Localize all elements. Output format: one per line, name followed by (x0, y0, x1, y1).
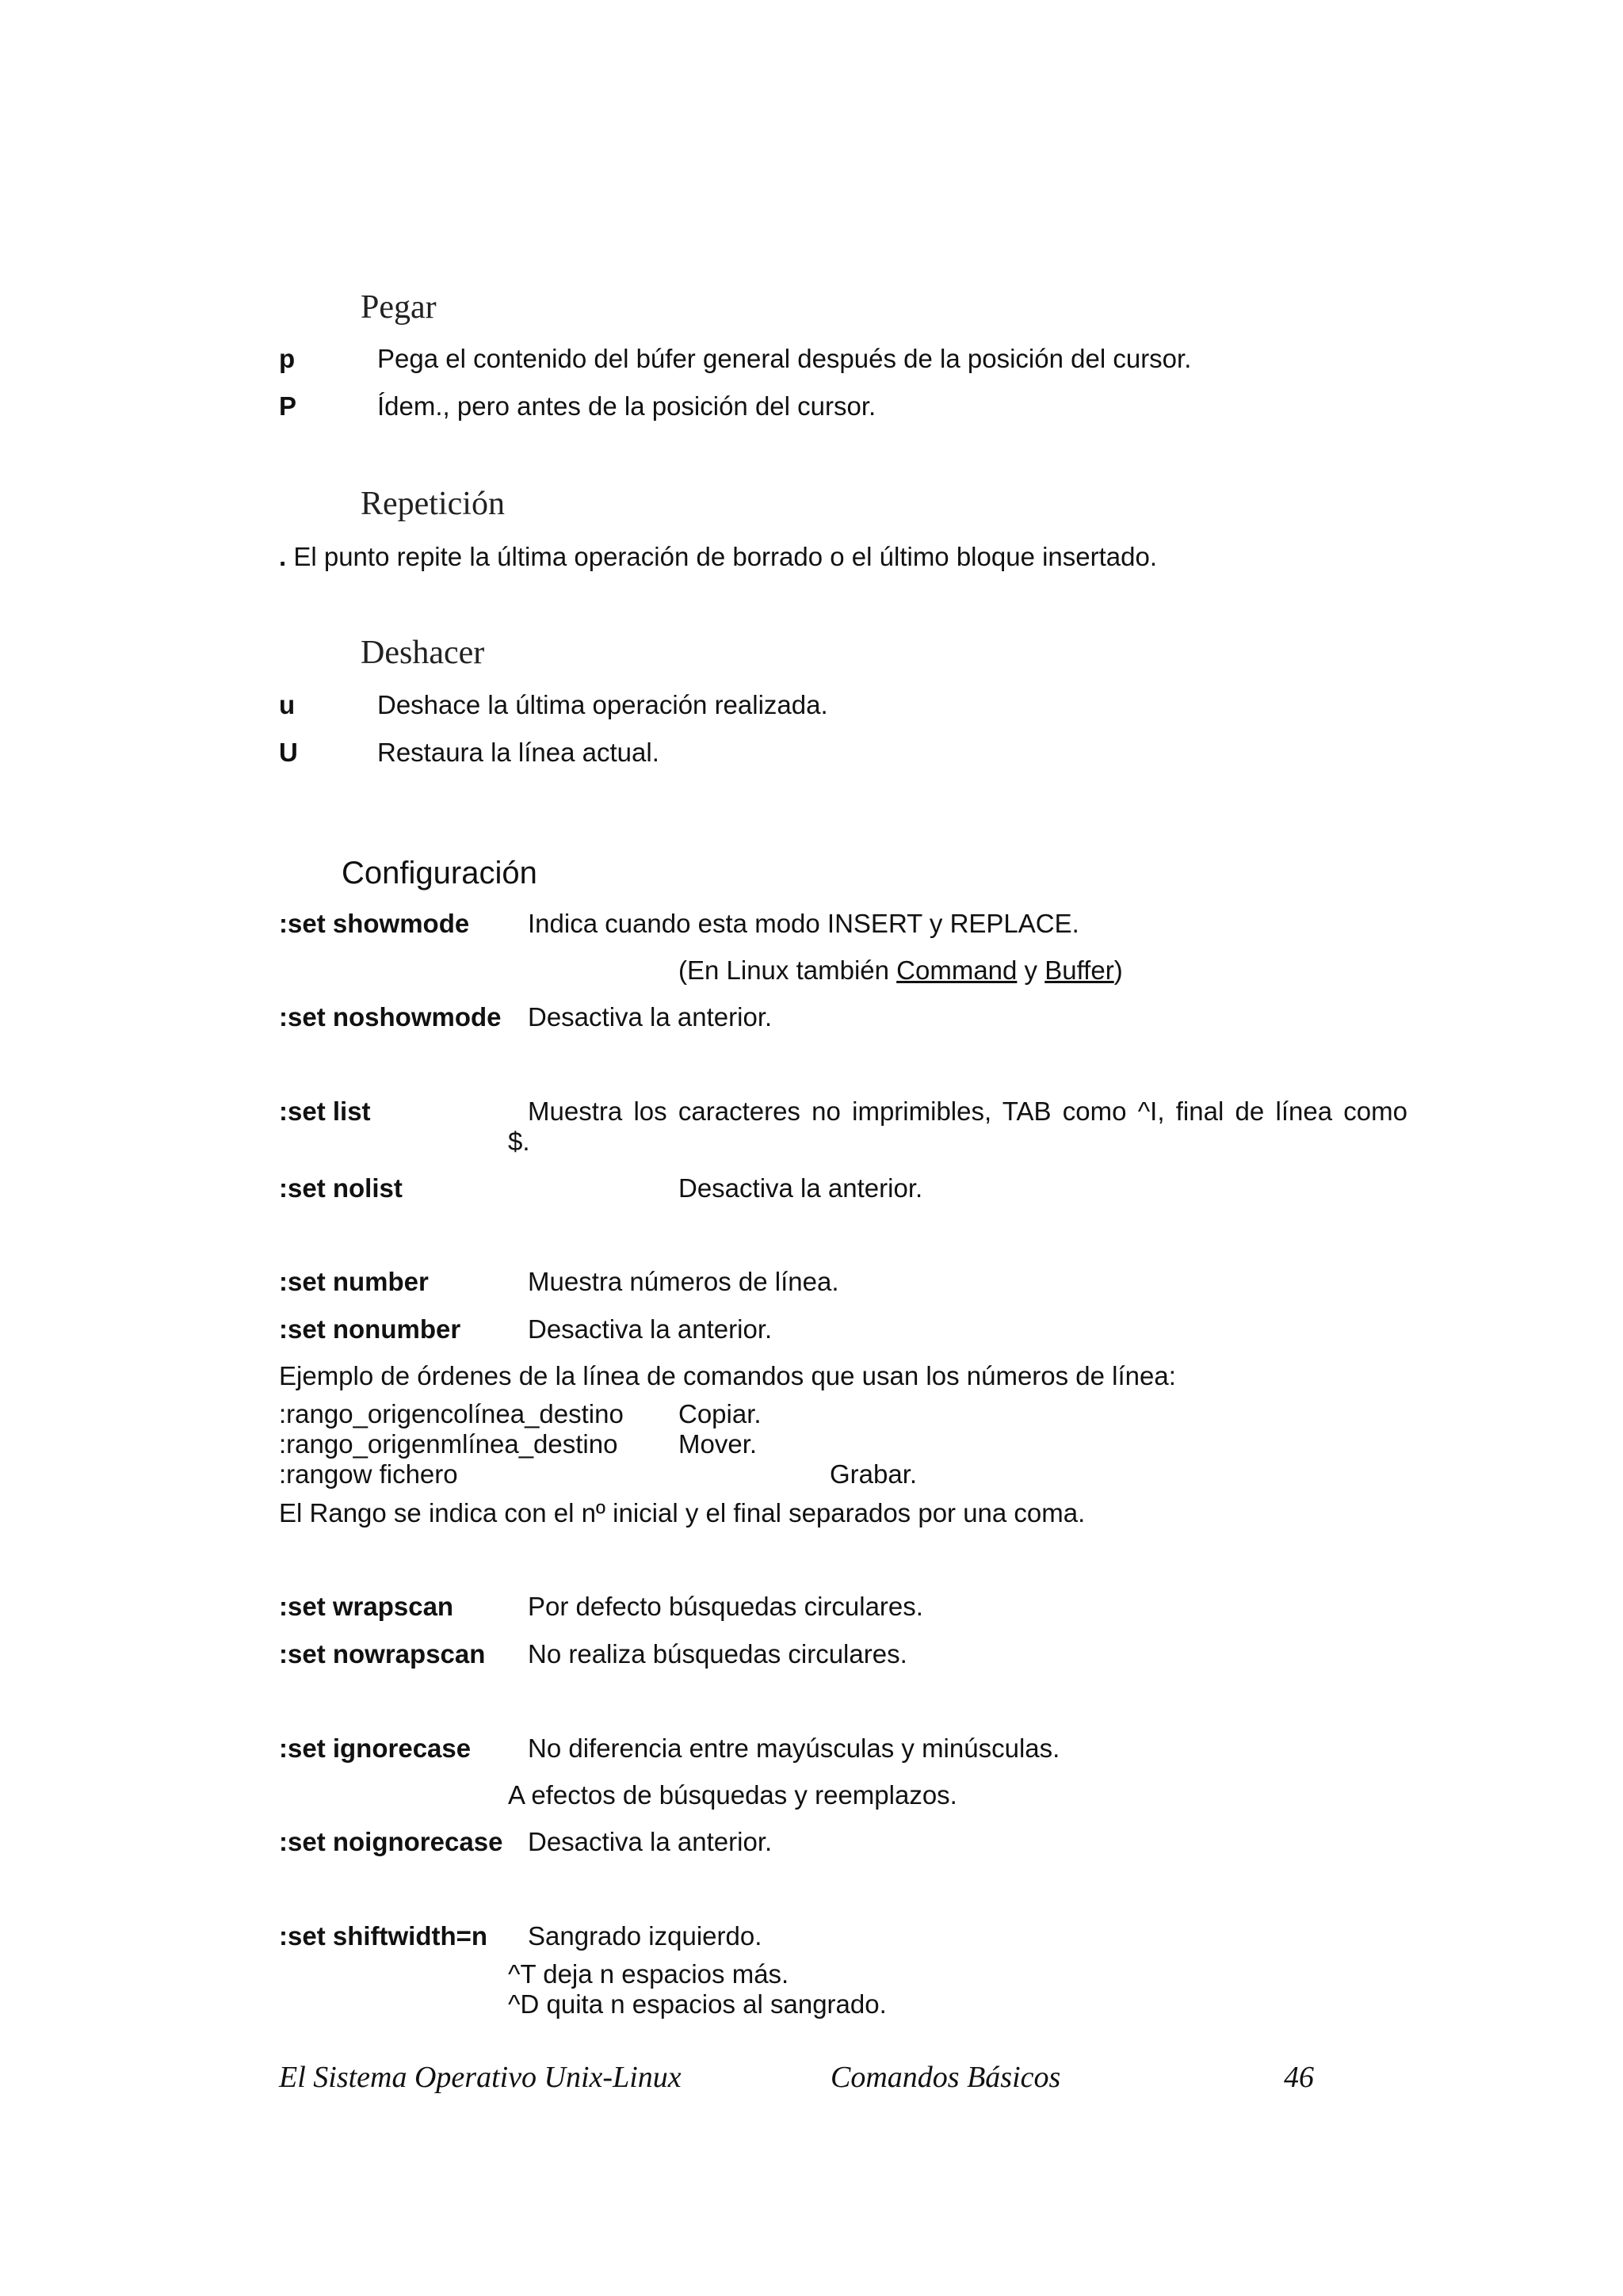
footer-book-title: El Sistema Operativo Unix-Linux (279, 2061, 682, 2094)
desc-u: Deshace la última operación realizada. (377, 690, 828, 719)
example-cmd-write: :rangow fichero (279, 1459, 458, 1489)
linux-note (678, 955, 1123, 986)
cmd-noignorecase: :set noignorecase (279, 1827, 503, 1856)
linux-note-close: ) (1113, 955, 1123, 985)
example-desc-copy: Copiar. (678, 1399, 762, 1428)
desc-noignorecase: Desactiva la anterior. (528, 1827, 773, 1856)
section-heading-pegar: Pegar (361, 289, 437, 326)
desc-nonumber: Desactiva la anterior. (528, 1314, 773, 1344)
cmd-noshowmode: :set noshowmode (279, 1002, 502, 1032)
desc-U: Restaura la línea actual. (377, 738, 659, 767)
desc-ignorecase-cont: A efectos de búsquedas y reemplazos. (508, 1780, 957, 1810)
cmd-ignorecase: :set ignorecase (279, 1733, 472, 1763)
example-intro: Ejemplo de órdenes de la línea de comandos que usan los números de línea: (279, 1361, 1176, 1390)
example-cmd-move: :rango_origenmlínea_destino (279, 1429, 618, 1459)
footer-page-number: 46 (1284, 2061, 1314, 2094)
example-cmd-copy: :rango_origencolínea_destino (279, 1399, 624, 1428)
cmd-number: :set number (279, 1267, 429, 1296)
desc-list-cont: $. (508, 1127, 530, 1156)
linux-note-command: Command (896, 955, 1018, 985)
desc-shiftwidth-cont1: ^T deja n espacios más. (508, 1959, 789, 1989)
dot-key: . (279, 542, 287, 571)
section-heading-configuracion: Configuración (342, 856, 537, 891)
cmd-nowrapscan: :set nowrapscan (279, 1639, 486, 1669)
desc-p: Pega el contenido del búfer general después de la posición del cursor. (377, 344, 1192, 373)
desc-P: Ídem., pero antes de la posición del cursor. (377, 391, 876, 421)
cmd-nonumber: :set nonumber (279, 1314, 461, 1344)
cmd-wrapscan: :set wrapscan (279, 1592, 454, 1621)
desc-showmode: Indica cuando esta modo INSERT y REPLACE. (528, 909, 1079, 938)
cmd-nolist: :set nolist (279, 1173, 403, 1203)
cmd-list: :set list (279, 1097, 371, 1126)
example-desc-write: Grabar. (830, 1459, 918, 1489)
desc-nolist: Desactiva la anterior. (678, 1173, 923, 1203)
linux-note-buffer: Buffer (1044, 955, 1114, 985)
cmd-showmode: :set showmode (279, 909, 470, 938)
example-desc-move: Mover. (678, 1429, 758, 1459)
key-P: P (279, 391, 297, 421)
linux-note-open: (En Linux también (678, 955, 897, 985)
desc-ignorecase: No diferencia entre mayúsculas y minúsculas. (528, 1733, 1060, 1763)
desc-number: Muestra números de línea. (528, 1267, 839, 1296)
linux-note-and: y (1017, 955, 1045, 985)
dot-desc: El punto repite la última operación de borrado o el último bloque insertado. (286, 542, 1158, 571)
desc-wrapscan: Por defecto búsquedas circulares. (528, 1592, 923, 1621)
cmd-shiftwidth: :set shiftwidth=n (279, 1921, 488, 1951)
desc-shiftwidth: Sangrado izquierdo. (528, 1921, 762, 1951)
section-heading-repeticion: Repetición (361, 486, 505, 522)
desc-shiftwidth-cont2: ^D quita n espacios al sangrado. (508, 1989, 887, 2019)
key-p: p (279, 344, 296, 373)
desc-list: Muestra los caracteres no imprimibles, TAB como ^I, final de línea como (528, 1097, 1407, 1126)
repeticion-text (279, 541, 1157, 573)
key-u: u (279, 690, 296, 719)
key-U: U (279, 738, 298, 767)
range-note: El Rango se indica con el nº inicial y el final separados por una coma. (279, 1498, 1086, 1527)
desc-noshowmode: Desactiva la anterior. (528, 1002, 773, 1032)
section-heading-deshacer: Deshacer (361, 635, 485, 671)
footer-chapter-title: Comandos Básicos (831, 2061, 1061, 2094)
desc-nowrapscan: No realiza búsquedas circulares. (528, 1639, 907, 1669)
